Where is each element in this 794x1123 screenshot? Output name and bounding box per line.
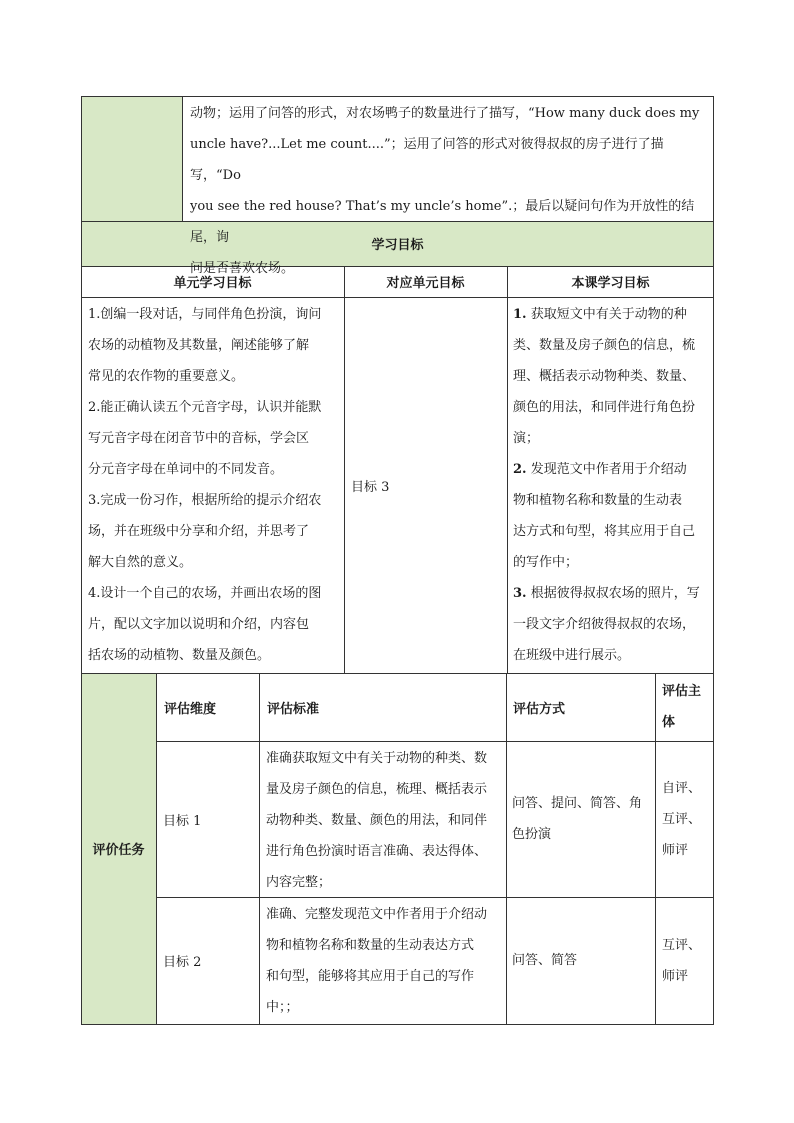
- eval-row1-standard: [266, 743, 504, 898]
- corresponding-goal: 目标 3: [351, 479, 390, 495]
- unit-goal-line: 场，并在班级中分享和介绍，并思考了: [88, 524, 310, 539]
- lesson-goal-line: [513, 578, 711, 609]
- lesson-goal-text: 发现范文中作者用于介绍动: [530, 462, 687, 477]
- lesson-goal-line: 理、概括表示动物种类、数量、: [513, 369, 696, 384]
- lesson-goal-num: 1.: [513, 307, 527, 322]
- lesson-goal-line: [513, 299, 711, 330]
- intro-line: you see the red house? That’s my uncle’s home”.；最后以疑问句作为开放性的结尾，询: [190, 199, 695, 245]
- eval-header-method: 评估方式: [513, 701, 566, 717]
- eval-standard-line: 量及房子颜色的信息，梳理、概括表示: [266, 782, 488, 797]
- eval-standard-line: 和句型，能够将其应用于自己的写作: [266, 969, 475, 984]
- lesson-goal-num: 2.: [513, 462, 527, 477]
- eval-row1-subject: [662, 741, 712, 897]
- eval-row1-dimension: 目标 1: [163, 813, 202, 829]
- eval-standard-line: 准确、完整发现范文中作者用于介绍动: [266, 907, 488, 922]
- unit-goal-line: 4.设计一个自己的农场，并画出农场的图: [88, 586, 322, 601]
- unit-goal-line: 分元音字母在单词中的不同发音。: [88, 462, 284, 477]
- eval-standard-line: 准确获取短文中有关于动物的种类、数: [266, 751, 488, 766]
- intro-line: 问是否喜欢农场。: [190, 261, 295, 276]
- eval-header-standard: 评估标准: [267, 701, 320, 717]
- unit-goal-line: 农场的动植物及其数量，阐述能够了解: [88, 338, 310, 353]
- unit-goal-line: 解大自然的意义。: [88, 555, 193, 570]
- eval-method-line: 色扮演: [512, 827, 552, 842]
- eval-standard-line: 物和植物名称和数量的生动表达方式: [266, 938, 475, 953]
- eval-header-subject-line: 评估主: [662, 684, 702, 699]
- eval-subject-line: 师评: [662, 968, 689, 984]
- eval-subject-line: 互评、: [662, 937, 702, 953]
- eval-header-subject-line: 体: [662, 715, 676, 730]
- lesson-goal-line: 达方式和句型，将其应用于自己: [513, 524, 696, 539]
- header-unit-goals: 单元学习目标: [173, 276, 252, 291]
- eval-subject-line: 互评、: [662, 811, 702, 827]
- intro-side-cell: [81, 96, 182, 221]
- eval-method-line: 问答、提问、简答、角: [512, 796, 643, 811]
- eval-standard-line: 内容完整；: [266, 875, 332, 890]
- lesson-goal-line: 在班级中进行展示。: [513, 648, 631, 663]
- eval-standard-line: 进行角色扮演时语言准确、表达得体、: [266, 844, 488, 859]
- eval-header-dimension: 评估维度: [164, 701, 217, 717]
- eval-method-line: 问答、简答: [512, 953, 578, 968]
- lesson-goal-text: 获取短文中有关于动物的种: [530, 307, 687, 322]
- eval-row2-method: [512, 897, 654, 1024]
- unit-goal-line: 3.完成一份习作，根据所给的提示介绍农: [88, 493, 322, 508]
- lesson-goal-line: [513, 454, 711, 485]
- unit-goals-list: [88, 299, 342, 671]
- lesson-goal-line: 演；: [513, 431, 540, 446]
- intro-line: 动物；运用了问答的形式，对农场鸭子的数量进行了描写，“How many duck does my: [190, 106, 700, 121]
- lesson-goal-line: 的写作中；: [513, 555, 579, 570]
- unit-goal-line: 2.能正确认读五个元音字母，认识并能默: [88, 400, 322, 415]
- eval-standard-line: 动物种类、数量、颜色的用法，和同伴: [266, 813, 488, 828]
- lesson-goal-text: 根据彼得叔叔农场的照片，写: [530, 586, 700, 601]
- lesson-goal-line: 颜色的用法，和同伴进行角色扮: [513, 400, 696, 415]
- unit-goal-line: 片，配以文字加以说明和介绍，内容包: [88, 617, 310, 632]
- lesson-goal-line: 类、数量及房子颜色的信息，梳: [513, 338, 696, 353]
- lesson-goal-line: 物和植物名称和数量的生动表: [513, 493, 683, 508]
- unit-goal-line: 常见的农作物的重要意义。: [88, 369, 245, 384]
- eval-side-label: 评价任务: [92, 843, 145, 858]
- lesson-goal-num: 3.: [513, 586, 527, 601]
- section-title: 学习目标: [371, 238, 424, 253]
- unit-goal-line: 括农场的动植物、数量及颜色。: [88, 648, 271, 663]
- unit-goal-line: 1.创编一段对话，与同伴角色扮演，询问: [88, 307, 322, 322]
- eval-row1-method: [512, 741, 654, 897]
- lesson-goal-line: 一段文字介绍彼得叔叔的农场，: [513, 617, 696, 632]
- eval-row2-standard: [266, 899, 504, 1023]
- intro-line: uncle have?...Let me count....”；运用了问答的形式对彼得叔叔的房子进行了描写，“Do: [190, 137, 664, 183]
- eval-row2-subject: [662, 897, 712, 1024]
- eval-subject-line: 师评: [662, 842, 689, 858]
- header-corresponding-goal: 对应单元目标: [386, 276, 465, 291]
- header-lesson-goals: 本课学习目标: [571, 276, 650, 291]
- eval-row2-dimension: 目标 2: [163, 955, 202, 970]
- eval-header-subject: [662, 676, 712, 738]
- lesson-goals-list: [513, 299, 711, 671]
- unit-goal-line: 写元音字母在闭音节中的音标，学会区: [88, 431, 310, 446]
- eval-subject-line: 自评、: [662, 780, 702, 796]
- eval-standard-line: 中；；: [266, 1000, 299, 1015]
